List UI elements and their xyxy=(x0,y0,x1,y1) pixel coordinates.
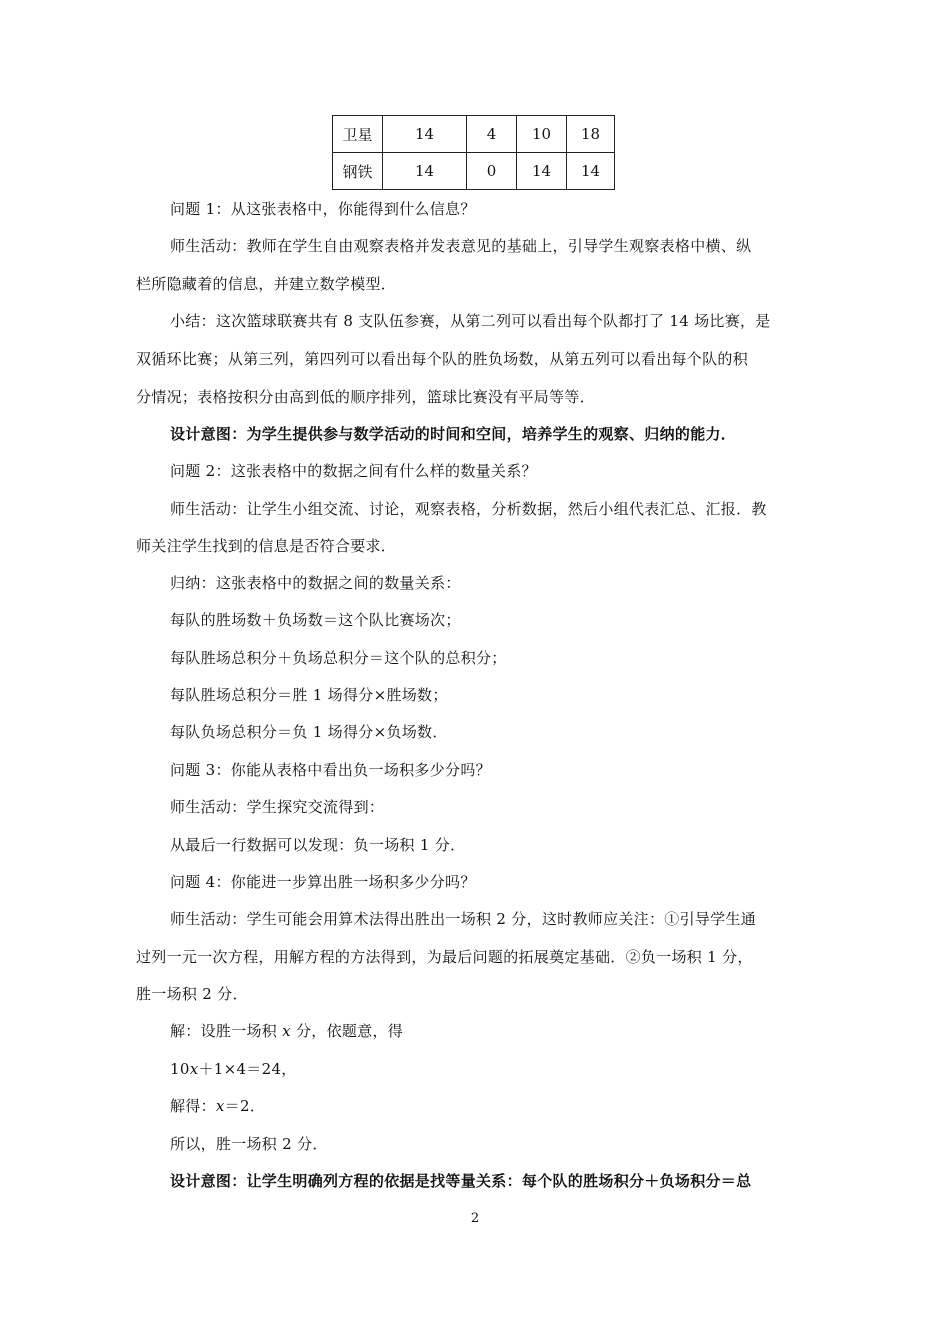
paragraph-line: 过列一元一次方程，用解方程的方法得到，为最后问题的拓展奠定基础．②负一场积 1 分， xyxy=(136,948,753,966)
table-cell: 18 xyxy=(567,116,615,153)
table-row xyxy=(333,116,615,153)
paragraph-line: 师关注学生找到的信息是否符合要求． xyxy=(136,537,397,555)
question-3: 问题 3：你能从表格中看出负一场积多少分吗？ xyxy=(170,761,491,779)
question-1: 问题 1：从这张表格中，你能得到什么信息？ xyxy=(170,200,476,218)
paragraph-line: 师生活动：让学生小组交流、讨论，观察表格，分析数据，然后小组代表汇总、汇报．教 xyxy=(170,500,767,518)
table-cell: 卫星 xyxy=(333,116,383,153)
relation-line: 每队负场总积分＝负 1 场得分×负场数． xyxy=(170,723,448,741)
table-cell: 14 xyxy=(383,116,467,153)
paragraph-line: 胜一场积 2 分． xyxy=(136,985,248,1003)
variable-x: x xyxy=(282,1022,291,1040)
paragraph-line: 师生活动：教师在学生自由观察表格并发表意见的基础上，引导学生观察表格中横、纵 xyxy=(170,237,752,255)
relation-line: 每队胜场总积分＋负场总积分＝这个队的总积分； xyxy=(170,649,507,667)
relation-line: 每队胜场总积分＝胜 1 场得分×胜场数； xyxy=(170,686,448,704)
solution-text: 解：设胜一场积 xyxy=(170,1022,283,1040)
induction-line: 归纳：这张表格中的数据之间的数量关系： xyxy=(170,574,461,592)
table-cell: 14 xyxy=(567,153,615,190)
paragraph-line: 分情况；表格按积分由高到低的顺序排列，篮球比赛没有平局等等． xyxy=(136,388,596,406)
conclusion-line: 所以，胜一场积 2 分． xyxy=(170,1135,328,1153)
table-cell: 14 xyxy=(517,153,567,190)
paragraph-line: 从最后一行数据可以发现：负一场积 1 分． xyxy=(170,836,466,854)
score-table xyxy=(332,115,615,190)
solution-text: 分，依题意，得 xyxy=(290,1022,404,1040)
design-intent-1: 设计意图：为学生提供参与数学活动的时间和空间，培养学生的观察、归纳的能力． xyxy=(170,425,737,443)
table-cell: 14 xyxy=(383,153,467,190)
paragraph-line: 师生活动：学生探究交流得到： xyxy=(170,798,385,816)
table-cell: 4 xyxy=(467,116,517,153)
result-text: ＝2． xyxy=(224,1097,266,1115)
equation-text: ＋1×4＝24， xyxy=(198,1060,297,1078)
paragraph-line: 双循环比赛；从第三列，第四列可以看出每个队的胜负场数，从第五列可以看出每个队的积 xyxy=(136,350,749,368)
relation-line: 每队的胜场数＋负场数＝这个队比赛场次； xyxy=(170,611,461,629)
question-2: 问题 2：这张表格中的数据之间有什么样的数量关系？ xyxy=(170,462,537,480)
table-cell: 钢铁 xyxy=(333,153,383,190)
solution-intro xyxy=(170,1021,403,1041)
table-cell: 0 xyxy=(467,153,517,190)
variable-x: x xyxy=(189,1060,199,1078)
summary-line: 小结：这次篮球联赛共有 8 支队伍参赛，从第二列可以看出每个队都打了 14 场比赛，是 xyxy=(170,312,771,330)
equation xyxy=(170,1059,297,1079)
variable-x: x xyxy=(215,1097,225,1115)
solution-result xyxy=(170,1096,265,1116)
paragraph-line: 师生活动：学生可能会用算术法得出胜出一场积 2 分，这时教师应关注：①引导学生通 xyxy=(170,910,757,928)
page-number: 2 xyxy=(470,1211,480,1226)
equation-text: 10 xyxy=(170,1060,190,1078)
question-4: 问题 4：你能进一步算出胜一场积多少分吗？ xyxy=(170,873,476,891)
paragraph-line: 栏所隐藏着的信息，并建立数学模型． xyxy=(136,275,397,293)
result-text: 解得： xyxy=(170,1097,216,1115)
table-cell: 10 xyxy=(517,116,567,153)
design-intent-2: 设计意图：让学生明确列方程的依据是找等量关系：每个队的胜场积分＋负场积分＝总 xyxy=(170,1172,752,1190)
table-row xyxy=(333,153,615,190)
